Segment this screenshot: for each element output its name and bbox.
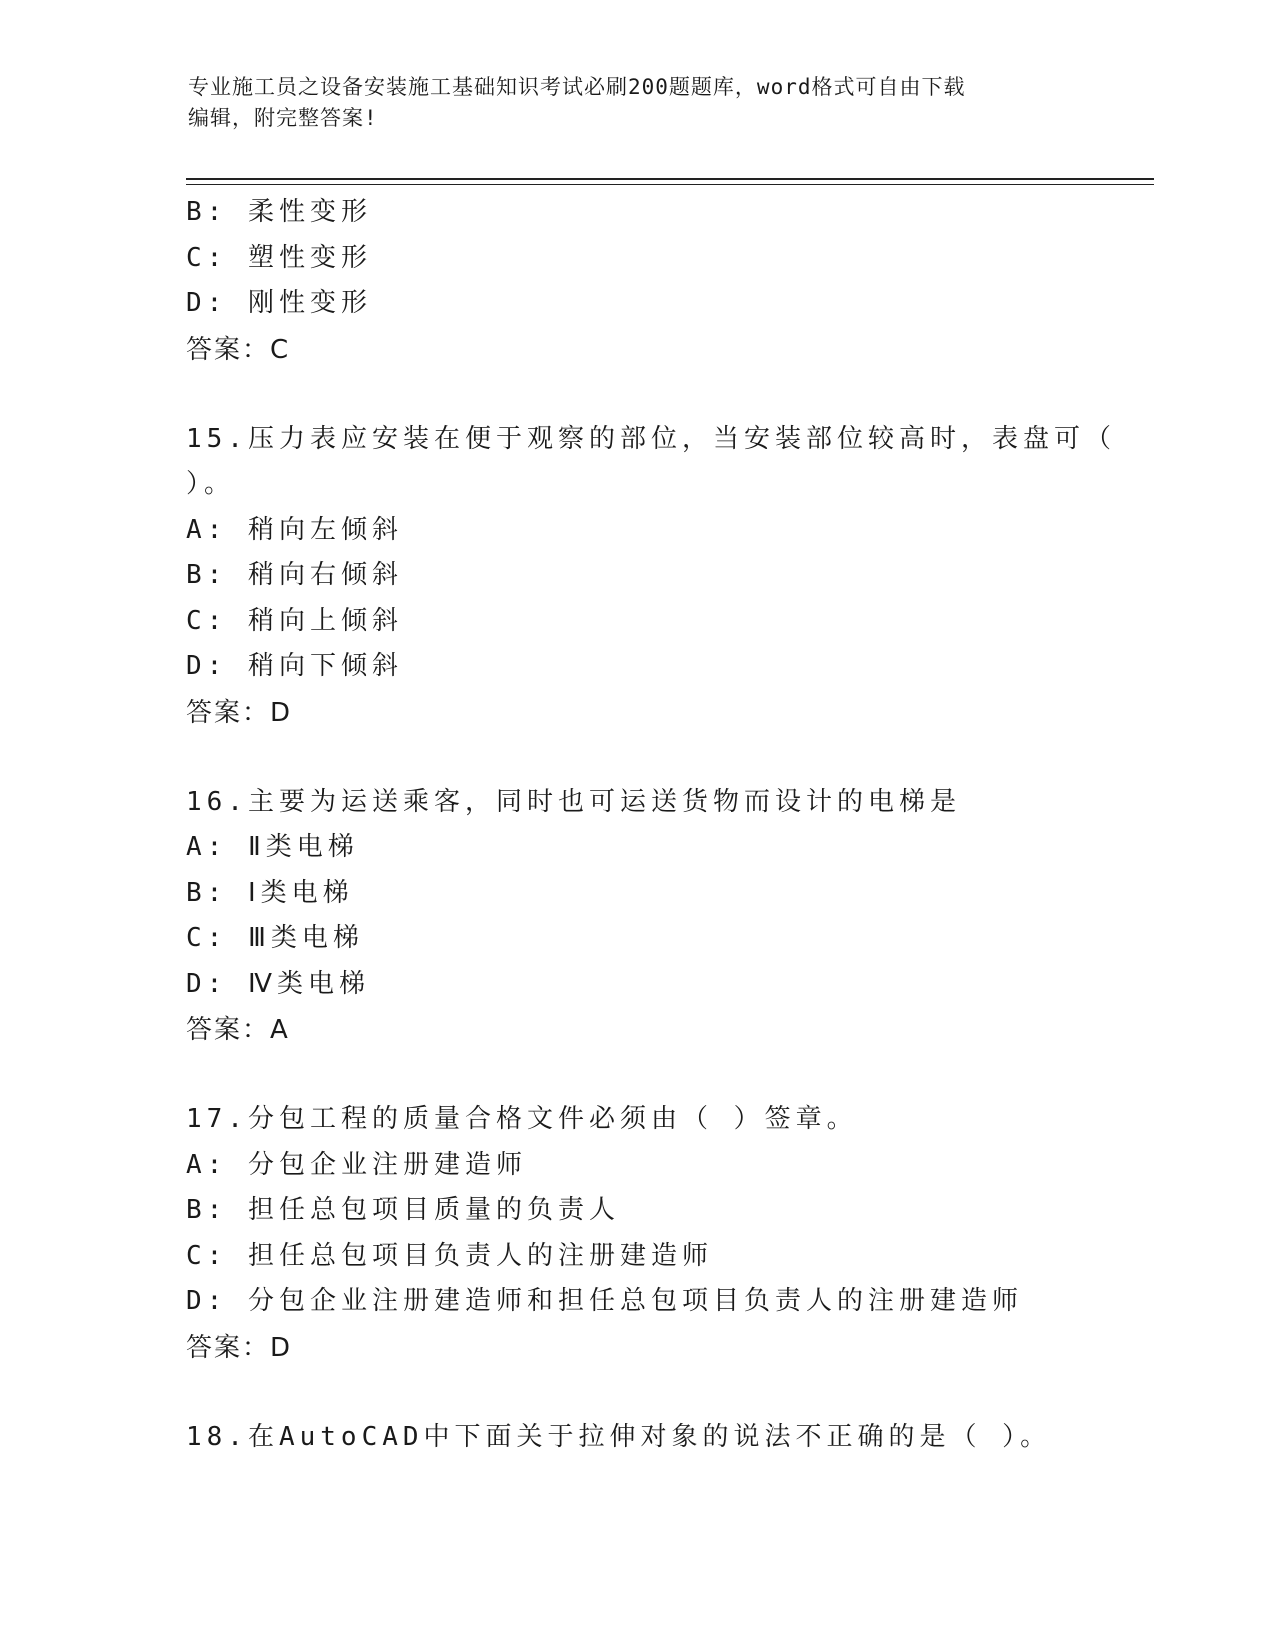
header-title-line-2: 编辑，附完整答案! (188, 106, 378, 130)
option-d: D: 分包企业注册建造师和担任总包项目负责人的注册建造师 (186, 1286, 1023, 1316)
option-b: B: 担任总包项目质量的负责人 (186, 1195, 620, 1225)
option-c: C: 塑性变形 (186, 242, 372, 273)
option-a: A: 稍向左倾斜 (186, 514, 403, 545)
question-18 (186, 1415, 1146, 1461)
option-d: D: 刚性变形 (186, 288, 372, 318)
question-16 (186, 780, 1146, 1054)
spacer (186, 1371, 1146, 1415)
option-a: A: 分包企业注册建造师 (186, 1149, 527, 1180)
question-list (186, 190, 1146, 1460)
option-c: C: 担任总包项目负责人的注册建造师 (186, 1240, 713, 1271)
question-stem: 18.在AutoCAD中下面关于拉伸对象的说法不正确的是（ ）。 (186, 1421, 1052, 1452)
document-header (188, 72, 1068, 134)
option-b: B: 稍向右倾斜 (186, 560, 403, 590)
question-stem: 15.压力表应安装在便于观察的部位，当安装部位较高时，表盘可（ (186, 423, 1116, 454)
header-title-line-1: 专业施工员之设备安装施工基础知识考试必刷200题题库，word格式可自由下载 (188, 75, 966, 99)
option-c: C: 稍向上倾斜 (186, 605, 403, 636)
spacer (186, 736, 1146, 780)
spacer (186, 1053, 1146, 1097)
question-17 (186, 1097, 1146, 1371)
question-stem-continued: ）。 (186, 469, 236, 499)
option-b: B: Ⅰ类电梯 (186, 877, 354, 908)
answer: 答案：A (186, 1015, 290, 1045)
header-divider-thick (186, 178, 1154, 180)
question-stem: 17.分包工程的质量合格文件必须由（ ）签章。 (186, 1104, 858, 1134)
answer: 答案：D (186, 1332, 293, 1363)
header-divider-thin (186, 184, 1154, 185)
question-stem: 16.主要为运送乘客，同时也可运送货物而设计的电梯是 (186, 786, 961, 817)
option-d: D: Ⅳ类电梯 (186, 968, 370, 999)
option-b: B: 柔性变形 (186, 197, 372, 227)
question-15 (186, 417, 1146, 736)
option-a: A: Ⅱ类电梯 (186, 832, 359, 862)
option-c: C: Ⅲ类电梯 (186, 923, 364, 953)
option-d: D: 稍向下倾斜 (186, 651, 403, 681)
spacer (186, 373, 1146, 417)
answer: 答案：C (186, 334, 291, 365)
question-14 (186, 190, 1146, 373)
answer: 答案：D (186, 697, 293, 728)
